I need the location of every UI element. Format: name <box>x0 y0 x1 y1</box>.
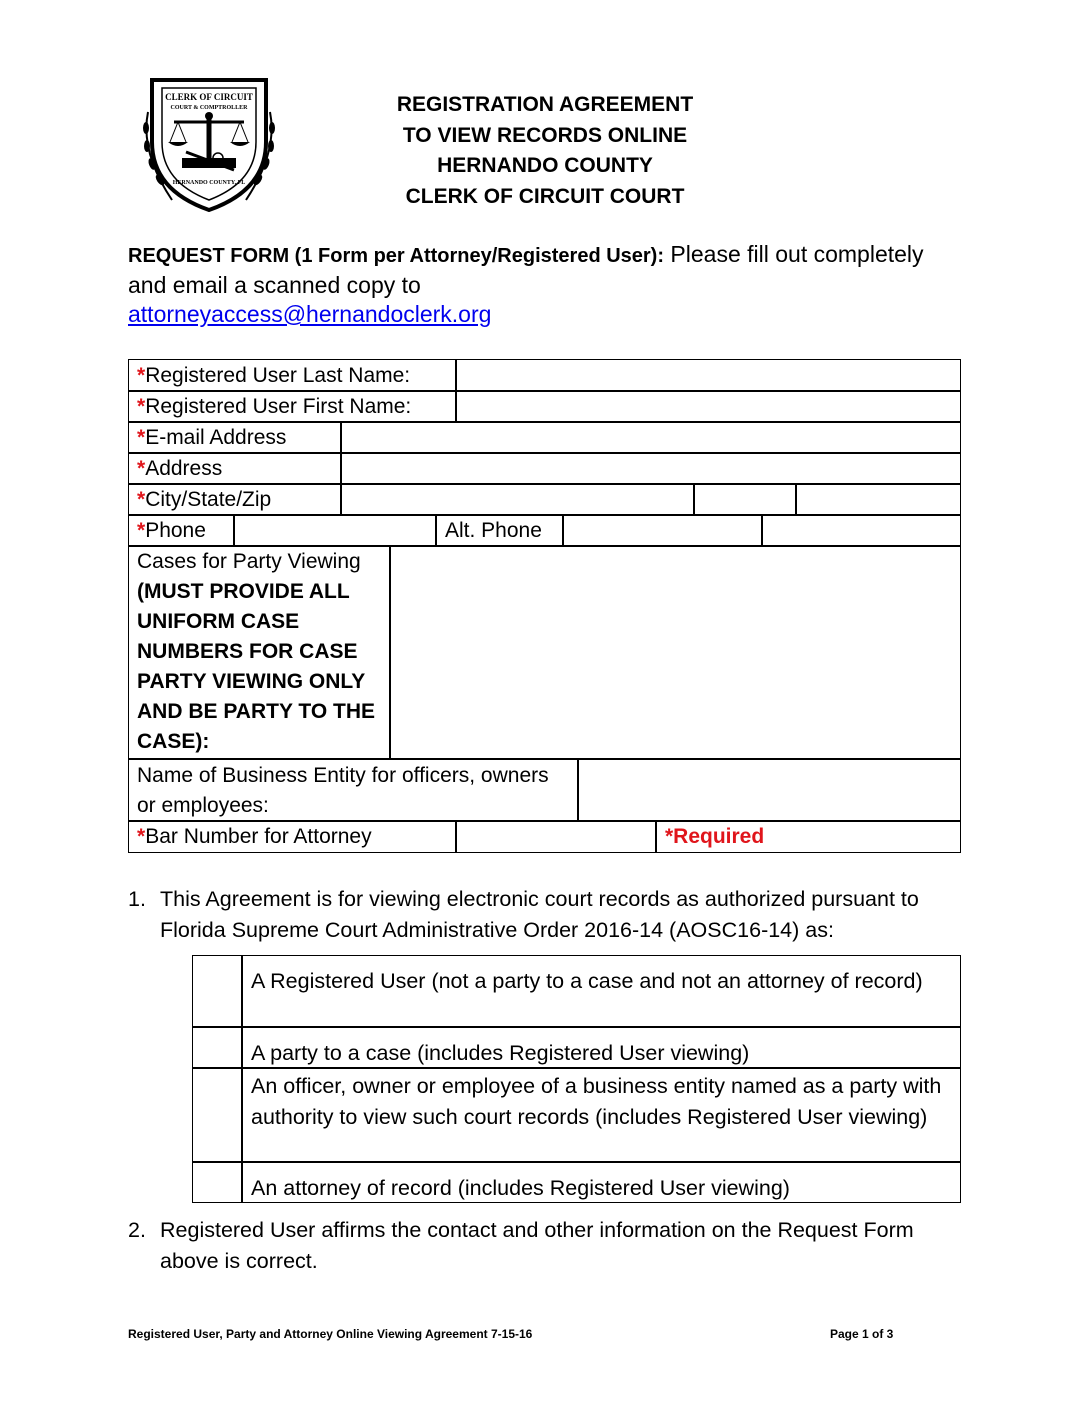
cases-label: Cases for Party Viewing (MUST PROVIDE ALL UNIFORM CASE NUMBERS FOR CASE PARTY VIEWING ONLY AND BE PARTY TO THE CASE): <box>137 550 376 753</box>
request-form-intro <box>128 240 928 329</box>
required-asterisk: * <box>137 457 146 480</box>
city-label: *City/State/Zip <box>137 488 272 511</box>
first-name-field[interactable] <box>455 390 961 423</box>
title-line-4: CLERK OF CIRCUIT COURT <box>405 184 685 208</box>
phone-field[interactable] <box>233 514 437 547</box>
agreement-item-1 <box>128 884 958 948</box>
option-business-entity: An officer, owner or employee of a business entity named as a party with authority to view such court records (includes Registered User viewing) <box>251 1074 942 1129</box>
item-1-number: 1. <box>128 887 146 911</box>
bar-number-field[interactable] <box>455 820 657 853</box>
address-label: *Address <box>137 457 223 480</box>
footer-page-number: Page 1 of 3 <box>830 1327 894 1341</box>
seal-sub-text: COURT & COMPTROLLER <box>170 105 248 111</box>
agreement-item-2 <box>128 1215 958 1279</box>
seal-top-text: CLERK OF CIRCUIT <box>165 92 253 102</box>
required-asterisk: * <box>137 426 146 449</box>
title-line-3: HERNANDO COUNTY <box>437 154 653 177</box>
cases-field[interactable] <box>389 545 961 760</box>
item-2-text: Registered User affirms the contact and other information on the Request Form above is correct. <box>160 1218 914 1273</box>
request-form-label: REQUEST FORM (1 Form per Attorney/Registered User): <box>128 245 665 267</box>
option-registered-user: A Registered User (not a party to a case and not an attorney of record) <box>251 969 923 993</box>
first-name-label: *Registered User First Name: <box>137 395 412 418</box>
required-asterisk: * <box>137 395 146 418</box>
city-field[interactable] <box>340 483 695 516</box>
document-title <box>330 90 760 212</box>
email-label: *E-mail Address <box>137 426 287 449</box>
last-name-field[interactable] <box>455 359 961 392</box>
phone-label: *Phone <box>137 519 206 542</box>
address-field[interactable] <box>340 452 961 485</box>
required-asterisk: * <box>137 519 146 542</box>
checkbox-party-to-case[interactable] <box>192 1026 243 1069</box>
zip-field[interactable] <box>795 483 961 516</box>
title-line-2: TO VIEW RECORDS ONLINE <box>402 123 688 147</box>
business-field[interactable] <box>577 758 961 822</box>
alt-phone-field[interactable] <box>562 514 763 547</box>
checkbox-registered-user[interactable] <box>192 955 243 1028</box>
checkbox-attorney[interactable] <box>192 1161 243 1203</box>
option-party-to-case: A party to a case (includes Registered User viewing) <box>251 1041 750 1065</box>
required-asterisk: * <box>137 825 146 848</box>
required-asterisk: * <box>137 488 146 511</box>
option-attorney: An attorney of record (includes Registered User viewing) <box>251 1176 790 1200</box>
bar-number-label: *Bar Number for Attorney <box>137 825 372 848</box>
seal-bottom-text: HERNANDO COUNTY, FL <box>172 180 246 186</box>
item-2-number: 2. <box>128 1218 146 1242</box>
checkbox-business-entity[interactable] <box>192 1067 243 1163</box>
footer-document-id: Registered User, Party and Attorney Online Viewing Agreement 7-15-16 <box>128 1327 533 1341</box>
title-line-1: REGISTRATION AGREEMENT <box>396 93 694 116</box>
required-asterisk: * <box>137 364 146 387</box>
extra-phone-field[interactable] <box>761 514 961 547</box>
email-link[interactable]: attorneyaccess@hernandoclerk.org <box>128 301 492 327</box>
request-form-instructions: Please fill out completely and email a scanned copy to <box>128 241 924 298</box>
state-field[interactable] <box>693 483 797 516</box>
alt-phone-label: Alt. Phone <box>445 519 542 542</box>
clerk-seal-logo <box>142 72 276 212</box>
required-note: *Required <box>665 825 765 848</box>
business-label: Name of Business Entity for officers, owners or employees: <box>137 764 549 817</box>
email-field[interactable] <box>340 421 961 454</box>
item-1-text: This Agreement is for viewing electronic court records as authorized pursuant to Florida Supreme Court Administrative Order 2016-14 (AOSC16-14) as: <box>160 887 919 942</box>
last-name-label: *Registered User Last Name: <box>137 364 411 387</box>
